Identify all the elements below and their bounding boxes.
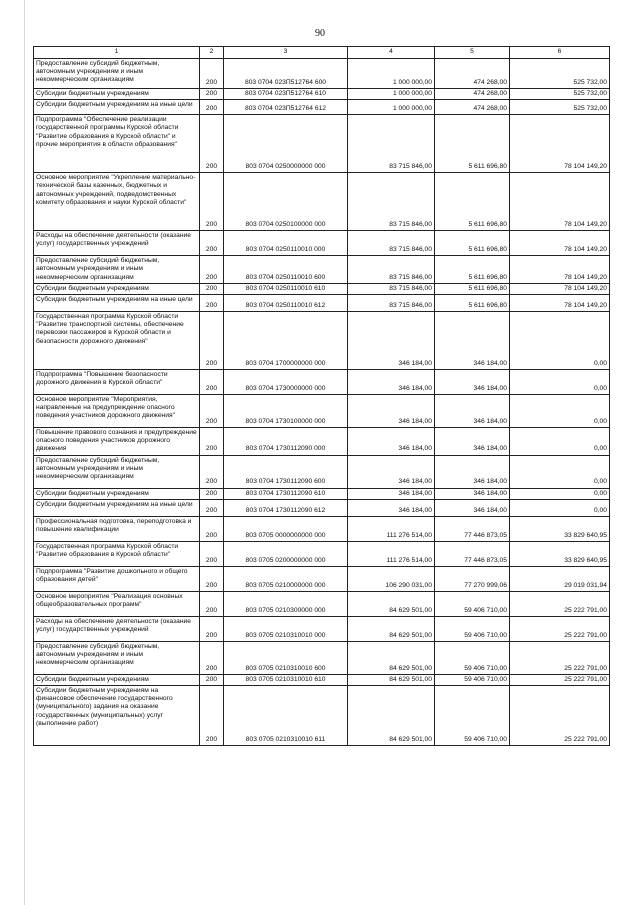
row-value-col5: 5 611 696,80	[435, 115, 510, 173]
row-name: Подпрограмма "Повышение безопасности дорожного движения в Курской области"	[34, 370, 200, 395]
column-number: 4	[348, 47, 435, 59]
row-col2: 200	[200, 115, 224, 173]
column-number: 1	[34, 47, 200, 59]
table-row	[34, 591, 610, 616]
table-row	[34, 455, 610, 488]
row-value-col4: 84 629 501,00	[348, 686, 435, 746]
row-value-col6: 29 019 031,94	[510, 566, 610, 591]
table-row	[34, 616, 610, 641]
table-row	[34, 370, 610, 395]
column-number: 2	[200, 47, 224, 59]
row-value-col5: 5 611 696,80	[435, 173, 510, 231]
row-value-col5: 5 611 696,80	[435, 231, 510, 256]
row-value-col6: 0,00	[510, 312, 610, 370]
row-name: Предоставление субсидий бюджетным, автономным учреждениям и иным некоммерческим организациям	[34, 455, 200, 488]
row-col2: 200	[200, 256, 224, 284]
row-budget-code: 803 0705 0210300000 000	[224, 591, 348, 616]
row-value-col6: 0,00	[510, 455, 610, 488]
row-value-col4: 1 000 000,00	[348, 59, 435, 89]
row-col2: 200	[200, 370, 224, 395]
row-value-col5: 346 184,00	[435, 428, 510, 456]
row-budget-code: 803 0705 0210310010 611	[224, 686, 348, 746]
row-value-col6: 33 829 640,95	[510, 516, 610, 541]
table-row	[34, 231, 610, 256]
table-row	[34, 283, 610, 294]
row-value-col6: 25 222 791,00	[510, 616, 610, 641]
row-value-col4: 111 276 514,00	[348, 541, 435, 566]
row-value-col5: 346 184,00	[435, 312, 510, 370]
table-row	[34, 516, 610, 541]
row-name: Государственная программа Курской области "Развитие транспортной системы, обеспечение перевозки пассажиров в Курской области и безопасности дорожного движения"	[34, 312, 200, 370]
row-value-col4: 83 715 846,00	[348, 283, 435, 294]
row-col2: 200	[200, 455, 224, 488]
row-value-col5: 5 611 696,80	[435, 295, 510, 312]
row-value-col6: 0,00	[510, 395, 610, 428]
row-value-col5: 474 268,00	[435, 100, 510, 115]
row-value-col6: 525 732,00	[510, 100, 610, 115]
table-row	[34, 395, 610, 428]
row-value-col4: 111 276 514,00	[348, 516, 435, 541]
row-value-col4: 346 184,00	[348, 370, 435, 395]
row-value-col5: 346 184,00	[435, 395, 510, 428]
row-budget-code: 803 0705 0210310010 600	[224, 641, 348, 674]
row-budget-code: 803 0705 0200000000 000	[224, 541, 348, 566]
row-value-col5: 346 184,00	[435, 499, 510, 516]
row-value-col6: 78 104 149,20	[510, 283, 610, 294]
table-row	[34, 499, 610, 516]
row-value-col4: 83 715 846,00	[348, 231, 435, 256]
row-budget-code: 803 0704 023П512764 612	[224, 100, 348, 115]
row-name: Субсидии бюджетным учреждениям на финансовое обеспечение государственного (муниципального) задания на оказание государственных (муниципальных) услуг (выполнение работ)	[34, 686, 200, 746]
table-row	[34, 541, 610, 566]
row-col2: 200	[200, 616, 224, 641]
row-name: Субсидии бюджетным учреждениям на иные цели	[34, 100, 200, 115]
row-name: Профессиональная подготовка, переподготовка и повышение квалификации	[34, 516, 200, 541]
row-value-col4: 84 629 501,00	[348, 616, 435, 641]
table-row	[34, 488, 610, 499]
row-value-col5: 5 611 696,80	[435, 256, 510, 284]
row-value-col4: 83 715 846,00	[348, 173, 435, 231]
row-value-col5: 59 406 710,00	[435, 686, 510, 746]
budget-table-body	[34, 47, 610, 746]
row-col2: 200	[200, 295, 224, 312]
row-value-col5: 77 270 999,06	[435, 566, 510, 591]
row-value-col6: 25 222 791,00	[510, 686, 610, 746]
column-number: 5	[435, 47, 510, 59]
row-name: Предоставление субсидий бюджетным, автономным учреждениям и иным некоммерческим организациям	[34, 59, 200, 89]
row-budget-code: 803 0704 1730112090 610	[224, 488, 348, 499]
row-value-col4: 84 629 501,00	[348, 591, 435, 616]
column-number-row	[34, 47, 610, 59]
row-budget-code: 803 0704 1730000000 000	[224, 370, 348, 395]
row-value-col4: 106 290 031,00	[348, 566, 435, 591]
table-row	[34, 686, 610, 746]
row-value-col6: 78 104 149,20	[510, 231, 610, 256]
row-col2: 200	[200, 499, 224, 516]
table-row	[34, 115, 610, 173]
row-value-col6: 0,00	[510, 488, 610, 499]
row-value-col6: 25 222 791,00	[510, 674, 610, 685]
row-value-col5: 77 446 873,05	[435, 516, 510, 541]
row-name: Основное мероприятие "Укрепление материально-технической базы казенных, бюджетных и автономных учреждений, подведомственных комитету образования и науки Курской области"	[34, 173, 200, 231]
row-name: Подпрограмма "Обеспечение реализации государственной программы Курской области "Развитие образования в Курской области" и прочие мероприятия в области образования"	[34, 115, 200, 173]
row-col2: 200	[200, 100, 224, 115]
row-value-col4: 346 184,00	[348, 499, 435, 516]
row-budget-code: 803 0705 0210310010 000	[224, 616, 348, 641]
row-value-col4: 1 000 000,00	[348, 100, 435, 115]
row-value-col5: 59 406 710,00	[435, 674, 510, 685]
row-budget-code: 803 0704 1730112090 000	[224, 428, 348, 456]
row-value-col5: 59 406 710,00	[435, 616, 510, 641]
row-col2: 200	[200, 488, 224, 499]
row-col2: 200	[200, 312, 224, 370]
row-budget-code: 803 0705 0210000000 000	[224, 566, 348, 591]
row-budget-code: 803 0704 0250110010 600	[224, 256, 348, 284]
row-value-col6: 78 104 149,20	[510, 173, 610, 231]
row-col2: 200	[200, 89, 224, 100]
row-col2: 200	[200, 428, 224, 456]
page-edge-line	[24, 0, 25, 905]
table-row	[34, 641, 610, 674]
table-row	[34, 173, 610, 231]
row-value-col4: 84 629 501,00	[348, 641, 435, 674]
row-budget-code: 803 0704 023П512764 600	[224, 59, 348, 89]
row-value-col4: 346 184,00	[348, 488, 435, 499]
table-row	[34, 89, 610, 100]
row-name: Расходы на обеспечение деятельности (оказание услуг) государственных учреждений	[34, 231, 200, 256]
row-col2: 200	[200, 674, 224, 685]
row-value-col6: 78 104 149,20	[510, 256, 610, 284]
row-name: Субсидии бюджетным учреждениям	[34, 674, 200, 685]
row-value-col4: 83 715 846,00	[348, 295, 435, 312]
row-col2: 200	[200, 686, 224, 746]
row-budget-code: 803 0704 1700000000 000	[224, 312, 348, 370]
row-col2: 200	[200, 641, 224, 674]
row-value-col6: 78 104 149,20	[510, 295, 610, 312]
table-row	[34, 59, 610, 89]
row-col2: 200	[200, 231, 224, 256]
table-row	[34, 100, 610, 115]
table-row	[34, 312, 610, 370]
row-col2: 200	[200, 59, 224, 89]
row-name: Повышение правового сознания и предупреждение опасного поведения участников дорожного движения	[34, 428, 200, 456]
row-value-col5: 346 184,00	[435, 370, 510, 395]
row-name: Субсидии бюджетным учреждениям	[34, 89, 200, 100]
row-name: Подпрограмма "Развитие дошкольного и общего образования детей"	[34, 566, 200, 591]
row-col2: 200	[200, 395, 224, 428]
row-budget-code: 803 0704 0250110010 612	[224, 295, 348, 312]
row-value-col5: 59 406 710,00	[435, 591, 510, 616]
row-budget-code: 803 0704 1730112090 612	[224, 499, 348, 516]
row-value-col6: 33 829 640,95	[510, 541, 610, 566]
row-budget-code: 803 0704 1730112090 600	[224, 455, 348, 488]
row-name: Субсидии бюджетным учреждениям на иные цели	[34, 499, 200, 516]
row-name: Субсидии бюджетным учреждениям	[34, 488, 200, 499]
column-number: 6	[510, 47, 610, 59]
row-name: Субсидии бюджетным учреждениям	[34, 283, 200, 294]
row-name: Расходы на обеспечение деятельности (оказание услуг) государственных учреждений	[34, 616, 200, 641]
table-row	[34, 674, 610, 685]
row-value-col5: 474 268,00	[435, 59, 510, 89]
row-budget-code: 803 0704 0250110010 000	[224, 231, 348, 256]
table-row	[34, 256, 610, 284]
row-name: Основное мероприятие "Мероприятия, направленные на предупреждение опасного поведения участников дорожного движения"	[34, 395, 200, 428]
row-value-col4: 346 184,00	[348, 395, 435, 428]
row-budget-code: 803 0705 0210310010 610	[224, 674, 348, 685]
row-value-col4: 346 184,00	[348, 428, 435, 456]
row-name: Субсидии бюджетным учреждениям на иные цели	[34, 295, 200, 312]
row-col2: 200	[200, 566, 224, 591]
row-value-col6: 525 732,00	[510, 89, 610, 100]
row-budget-code: 803 0704 0250000000 000	[224, 115, 348, 173]
row-col2: 200	[200, 173, 224, 231]
row-value-col4: 84 629 501,00	[348, 674, 435, 685]
row-value-col6: 525 732,00	[510, 59, 610, 89]
row-value-col5: 474 268,00	[435, 89, 510, 100]
row-name: Государственная программа Курской области "Развитие образования в Курской области"	[34, 541, 200, 566]
row-col2: 200	[200, 541, 224, 566]
row-value-col4: 83 715 846,00	[348, 115, 435, 173]
row-budget-code: 803 0705 0000000000 000	[224, 516, 348, 541]
budget-table	[33, 46, 610, 746]
row-budget-code: 803 0704 0250100000 000	[224, 173, 348, 231]
table-row	[34, 566, 610, 591]
row-value-col6: 25 222 791,00	[510, 591, 610, 616]
row-value-col4: 1 000 000,00	[348, 89, 435, 100]
row-col2: 200	[200, 283, 224, 294]
row-value-col5: 5 611 696,80	[435, 283, 510, 294]
row-value-col5: 59 406 710,00	[435, 641, 510, 674]
row-value-col4: 83 715 846,00	[348, 256, 435, 284]
row-name: Предоставление субсидий бюджетным, автономным учреждениям и иным некоммерческим организациям	[34, 256, 200, 284]
table-row	[34, 428, 610, 456]
row-value-col6: 0,00	[510, 428, 610, 456]
page-number: 90	[315, 28, 325, 39]
row-value-col6: 0,00	[510, 499, 610, 516]
row-value-col6: 25 222 791,00	[510, 641, 610, 674]
row-name: Предоставление субсидий бюджетным, автономным учреждениям и иным некоммерческим организациям	[34, 641, 200, 674]
table-row	[34, 295, 610, 312]
row-value-col4: 346 184,00	[348, 312, 435, 370]
row-value-col6: 0,00	[510, 370, 610, 395]
column-number: 3	[224, 47, 348, 59]
row-name: Основное мероприятие "Реализация основных общеобразовательных программ"	[34, 591, 200, 616]
row-budget-code: 803 0704 0250110010 610	[224, 283, 348, 294]
row-budget-code: 803 0704 1730100000 000	[224, 395, 348, 428]
row-value-col6: 78 104 149,20	[510, 115, 610, 173]
row-value-col5: 346 184,00	[435, 455, 510, 488]
row-value-col5: 77 446 873,05	[435, 541, 510, 566]
row-col2: 200	[200, 591, 224, 616]
row-col2: 200	[200, 516, 224, 541]
row-value-col4: 346 184,00	[348, 455, 435, 488]
row-value-col5: 346 184,00	[435, 488, 510, 499]
row-budget-code: 803 0704 023П512764 610	[224, 89, 348, 100]
